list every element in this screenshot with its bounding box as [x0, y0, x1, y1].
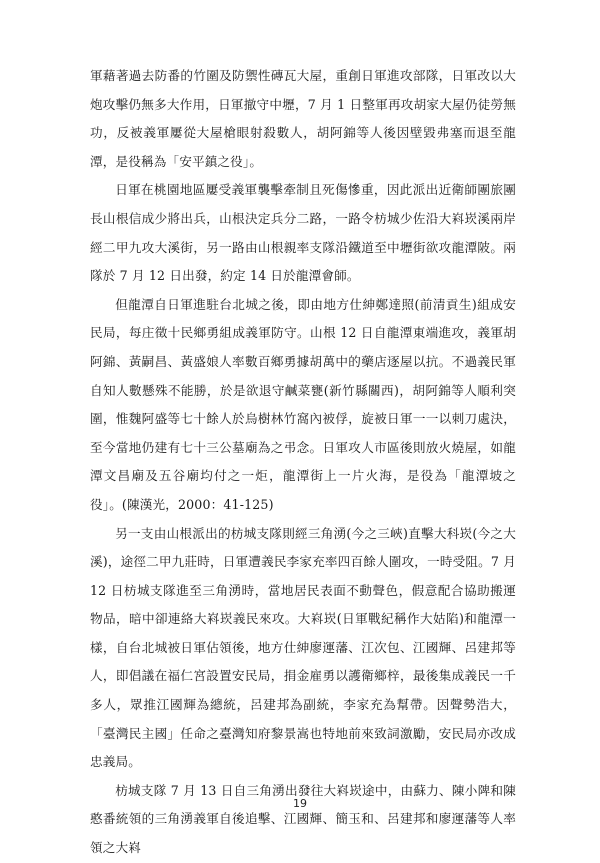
document-body — [90, 62, 516, 863]
paragraph-longtan-battle: 但龍潭自日軍進駐台北城之後，即由地方仕紳鄭達照(前清貢生)組成安民局，每庄徵十民鄉勇組成義軍防守。山根 12 日自龍潭東端進攻，義軍胡阿錦、黃嗣昌、黃盛娘人率數百鄉勇據胡萬中的藥店逐屋以抗。不過義民軍自知人數懸殊不能勝，於是欲退守鹹菜甕(新竹縣關西)，胡阿錦等人順利突圍，惟魏阿盛等七十餘人於烏樹林竹窩內被俘，旋被日軍一一以刺刀處決，至今當地仍建有七十三公墓廟為之弔念。日軍攻人市區後則放火燒屋，如龍潭文昌廟及五谷廟均付之一炬，龍潭街上一片火海，是役為「龍潭坡之役」。(陳漢光，2000：41-125) — [90, 296, 516, 512]
paragraph-dakekan-march: 枋城支隊 7 月 13 日自三角湧出發往大嵙崁途中，由蘇力、陳小陴和陳憨番統領的三角湧義軍自後追擊、江國輝、簡玉和、呂建邦和廖運藩等人率領之大嵙 — [90, 782, 516, 856]
paragraph-yamane-dispatch: 日軍在桃園地區屢受義軍襲擊牽制且死傷慘重，因此派出近衛師團旅團長山根信成少將出兵，山根決定兵分二路，一路令枋城少佐沿大嵙崁溪兩岸經二甲九攻大溪街，另一路由山根親率支隊沿鐵道至中壢街欲攻龍潭陂。兩隊於 7 月 12 日出發，約定 14 日於龍潭會師。 — [90, 182, 516, 284]
paragraph-sanjiaoyong-advance: 另一支由山根派出的枋城支隊則經三角湧(今之三峽)直擊大科崁(今之大溪)，途徑二甲九莊時，日軍遭義民李家充率四百餘人圍攻，一時受阻。7 月 12 日枋城支隊進至三角湧時，當地居民表面不動聲色，假意配合協助搬運物品，暗中卻連絡大嵙崁義民來攻。大嵙崁(日軍戰紀稱作大姑陷)和龍潭一樣，自台北城被日軍佔領後，地方仕紳廖運藩、江次包、江國輝、呂建邦等人，即倡議在福仁宮設置安民局，捐金雇勇以護衛鄉梓，最後集成義民一千多人，眾推江國輝為總統，呂建邦為副統，李家充為幫帶。因聲勢浩大，「臺灣民主國」任命之臺灣知府黎景嵩也特地前來致詞激勵，安民局亦改成忠義局。 — [90, 525, 516, 770]
paragraph-anping-battle: 軍藉著過去防番的竹圍及防禦性磚瓦大屋，重創日軍進攻部隊，日軍改以大炮攻擊仍無多大作用，日軍撤守中壢，7 月 1 日整軍再攻胡家大屋仍徒勞無功，反被義軍屢從大屋槍眼射殺數人，胡阿錦等人後因壁毀弗塞而退至龍潭，是役稱為「安平鎮之役」。 — [90, 68, 516, 169]
page-number: 19 — [293, 797, 307, 810]
